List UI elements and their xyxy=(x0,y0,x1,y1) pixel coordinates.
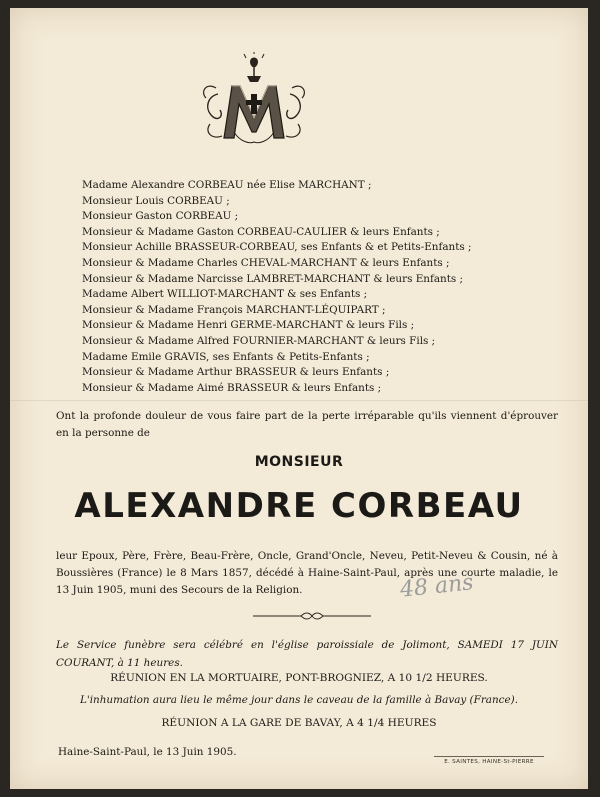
mourner-line: Madame Albert WILLIOT-MARCHANT & ses Enfants ; xyxy=(82,288,368,301)
printer-imprint: E. SAINTES, HAINE-St-PIERRE xyxy=(434,756,544,765)
mourner-line: Monsieur Achille BRASSEUR-CORBEAU, ses Enfants & et Petits-Enfants ; xyxy=(82,241,472,254)
funeral-notice xyxy=(10,8,588,789)
handwritten-age-note: 48 ans xyxy=(398,570,475,603)
deceased-name: ALEXANDRE CORBEAU xyxy=(74,486,524,526)
mourner-line: Monsieur & Madame Gaston CORBEAU-CAULIER & leurs Enfants ; xyxy=(82,225,440,238)
mourner-line: Madame Alexandre CORBEAU née Elise MARCHANT ; xyxy=(82,179,372,191)
deceased-details: leur Epoux, Père, Frère, Beau-Frère, Oncle, Grand'Oncle, Neveu, Petit-Neveu & Cousin, né à Boussières (France) le 8 Mars 1857, décédé à Haine-Saint-Paul, après une courte maladie, le 13 Juin 1905, muni des Secours de la Religion. xyxy=(56,550,558,596)
fold-line xyxy=(10,400,588,402)
mourner-line: Madame Emile GRAVIS, ses Enfants & Petits-Enfants ; xyxy=(82,350,370,363)
mourner-line: Monsieur Gaston CORBEAU ; xyxy=(82,210,239,223)
ornamental-divider-icon xyxy=(253,612,371,620)
mourner-line: Monsieur & Madame Charles CHEVAL-MARCHANT & leurs Enfants ; xyxy=(82,256,450,269)
station-meeting: RÉUNION A LA GARE DE BAVAY, A 4 1/4 HEURES xyxy=(161,717,437,729)
deceased-title: MONSIEUR xyxy=(254,454,344,470)
mourner-line: Monsieur & Madame Alfred FOURNIER-MARCHANT & leurs Fils ; xyxy=(82,334,436,347)
mourner-line: Monsieur & Madame Arthur BRASSEUR & leurs Enfants ; xyxy=(82,366,390,379)
mortuary-meeting: RÉUNION EN LA MORTUAIRE, PONT-BROGNIEZ, A 10 1/2 HEURES. xyxy=(110,672,488,684)
mourners-list xyxy=(82,178,562,396)
intro-paragraph: Ont la profonde douleur de vous faire part de la perte irréparable qu'ils viennent d'éprouver en la personne de xyxy=(56,410,558,439)
mourner-line: Monsieur & Madame François MARCHANT-LÉQUIPART ; xyxy=(82,303,386,316)
funeral-service-text: Le Service funèbre sera célébré en l'église paroissiale de Jolimont, SAMEDI 17 JUIN COURANT, à 11 heures. xyxy=(56,639,558,669)
marian-monogram-icon xyxy=(194,52,314,152)
place-and-date: Haine-Saint-Paul, le 13 Juin 1905. xyxy=(58,746,237,758)
mourner-line: Monsieur Louis CORBEAU ; xyxy=(82,194,230,207)
mourner-line: Monsieur & Madame Narcisse LAMBRET-MARCHANT & leurs Enfants ; xyxy=(82,272,464,285)
mourner-line: Monsieur & Madame Henri GERME-MARCHANT & leurs Fils ; xyxy=(82,319,415,332)
mourner-line: Monsieur & Madame Aimé BRASSEUR & leurs Enfants ; xyxy=(82,381,382,394)
burial-text: L'inhumation aura lieu le même jour dans le caveau de la famille à Bavay (France). xyxy=(79,694,519,706)
